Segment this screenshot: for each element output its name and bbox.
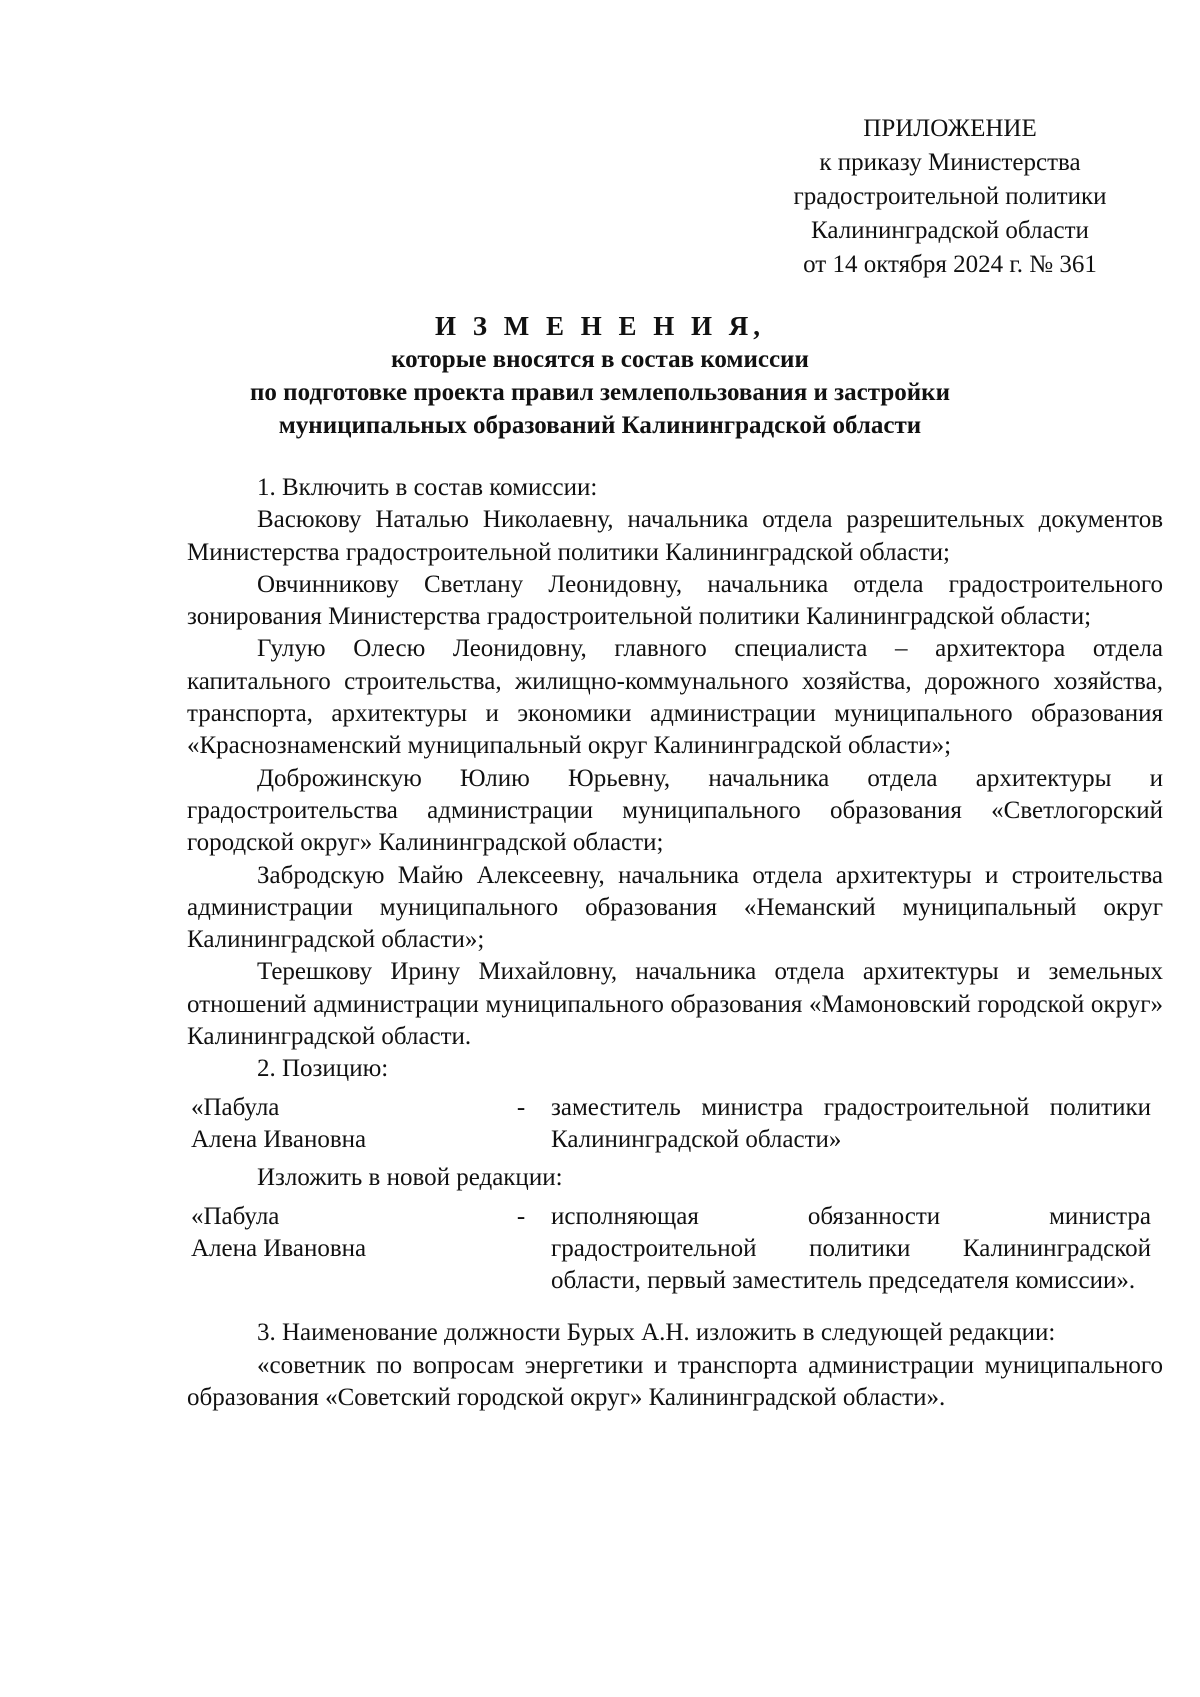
section-3-text: «советник по вопросам энергетики и транспорта администрации муниципального образования «Советский городской округ» Калининградской области».: [187, 1351, 1163, 1412]
old-position-row: [187, 1092, 1163, 1157]
appendix-line: градостроительной политики: [793, 183, 1107, 210]
new-position-desc: исполняющая обязанности министра градостроительной политики Калининградской области, первый заместитель председателя комиссии».: [551, 1202, 1151, 1295]
new-edition-intro: Изложить в новой редакции:: [257, 1164, 563, 1192]
appendix-line: Калининградской области: [811, 217, 1089, 244]
document-heading: [180, 310, 1020, 442]
member-paragraph: Гулую Олесю Леонидовну, главного специалиста – архитектора отдела капитального строительства, жилищно-коммунального хозяйства, дорожного хозяйства, транспорта, архитектуры и экономики администрации муниципального образования «Краснознаменский муниципальный округ Калининградской области»;: [187, 635, 1163, 760]
member-paragraph: Васюкову Наталью Николаевну, начальника отдела разрешительных документов Министерства градостроительной политики Калининградской области;: [187, 506, 1163, 566]
old-position-name: [187, 1092, 491, 1157]
appendix-block: [780, 112, 1120, 282]
new-position-row: [187, 1201, 1163, 1298]
document-body: [187, 472, 1163, 1414]
name-line: Алена Ивановна: [191, 1234, 367, 1262]
section-1-title: 1. Включить в состав комиссии:: [257, 474, 598, 501]
heading-line: муниципальных образований Калининградской области: [278, 412, 922, 439]
heading-title: И З М Е Н Е Н И Я,: [434, 311, 765, 341]
member-paragraph: Овчинникову Светлану Леонидовну, начальника отдела градостроительного зонирования Министерства градостроительной политики Калининградской области;: [187, 570, 1163, 631]
appendix-line: к приказу Министерства: [819, 149, 1081, 176]
name-line: «Пабула: [191, 1202, 280, 1230]
member-paragraph: Доброжинскую Юлию Юрьевну, начальника отдела архитектуры и градостроительства администрации муниципального образования «Светлогорский городской округ» Калининградской области;: [187, 764, 1163, 857]
dash: -: [516, 1202, 526, 1230]
dash: -: [516, 1093, 526, 1121]
new-position-name: [187, 1201, 491, 1298]
section-3-title: 3. Наименование должности Бурых А.Н. изложить в следующей редакции:: [257, 1319, 1056, 1347]
member-paragraph: Забродскую Майю Алексеевну, начальника отдела архитектуры и строительства администрации муниципального образования «Неманский муниципальный округ Калининградской области»;: [187, 861, 1163, 954]
heading-line: по подготовке проекта правил землепользования и застройки: [250, 379, 950, 406]
appendix-title: ПРИЛОЖЕНИЕ: [863, 115, 1037, 142]
member-paragraph: Терешкову Ирину Михайловну, начальника отдела архитектуры и земельных отношений администрации муниципального образования «Мамоновский городской округ» Калининградской области.: [187, 958, 1163, 1051]
old-position-desc: заместитель министра градостроительной политики Калининградской области»: [551, 1093, 1151, 1153]
name-line: Алена Ивановна: [191, 1125, 367, 1153]
section-2-title: 2. Позицию:: [257, 1055, 389, 1083]
heading-line: которые вносятся в состав комиссии: [391, 346, 809, 373]
name-line: «Пабула: [191, 1093, 280, 1121]
appendix-date: от 14 октября 2024 г. № 361: [803, 251, 1097, 278]
